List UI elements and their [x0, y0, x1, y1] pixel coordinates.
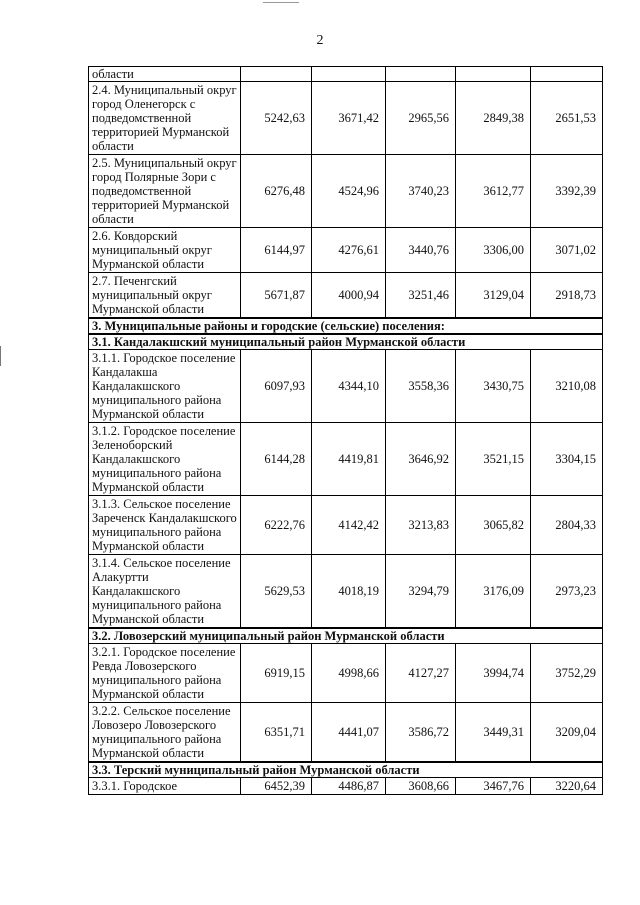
value-cell-2: 4441,07 [312, 703, 386, 763]
municipality-name-cell: 3.1.3. Сельское поселение Зареченск Кандалакшского муниципального района Мурманской области [89, 496, 241, 555]
section-heading: 3.1. Кандалакшский муниципальный район Мурманской области [89, 334, 603, 350]
value-cell-1: 6351,71 [241, 703, 312, 763]
table-row [89, 273, 603, 319]
value-cell-2: 4486,87 [312, 778, 386, 795]
table-row [89, 496, 603, 555]
table-row [89, 778, 603, 795]
section-heading-row [89, 628, 603, 644]
municipality-name-cell: 2.6. Ковдорский муниципальный округ Мурманской области [89, 228, 241, 273]
table-row [89, 644, 603, 703]
municipality-name-cell: 3.2.2. Сельское поселение Ловозеро Ловозерского муниципального района Мурманской области [89, 703, 241, 763]
value-cell-2: 4344,10 [312, 350, 386, 423]
value-cell-5 [531, 67, 603, 82]
value-cell-3: 2965,56 [386, 82, 456, 155]
value-cell-2: 3671,42 [312, 82, 386, 155]
table-row [89, 82, 603, 155]
municipality-name-cell: 3.2.1. Городское поселение Ревда Ловозерского муниципального района Мурманской области [89, 644, 241, 703]
value-cell-4: 3467,76 [456, 778, 531, 795]
value-cell-4: 3612,77 [456, 155, 531, 228]
top-edge-mark [263, 2, 299, 3]
value-cell-5: 2804,33 [531, 496, 603, 555]
value-cell-3: 3440,76 [386, 228, 456, 273]
section-heading: 3. Муниципальные районы и городские (сельские) поселения: [89, 318, 603, 334]
value-cell-1: 5242,63 [241, 82, 312, 155]
value-cell-4: 3521,15 [456, 423, 531, 496]
table-row [89, 555, 603, 629]
value-cell-2 [312, 67, 386, 82]
value-cell-4: 3449,31 [456, 703, 531, 763]
value-cell-3: 4127,27 [386, 644, 456, 703]
table-row [89, 155, 603, 228]
municipality-name-cell: 2.7. Печенгский муниципальный округ Мурманской области [89, 273, 241, 319]
value-cell-5: 3392,39 [531, 155, 603, 228]
value-cell-2: 4018,19 [312, 555, 386, 629]
value-cell-1: 6144,28 [241, 423, 312, 496]
tariff-table [88, 66, 603, 795]
municipality-name-cell: области [89, 67, 241, 82]
value-cell-4: 2849,38 [456, 82, 531, 155]
value-cell-5: 3210,08 [531, 350, 603, 423]
value-cell-5: 3220,64 [531, 778, 603, 795]
value-cell-1: 6276,48 [241, 155, 312, 228]
value-cell-2: 4524,96 [312, 155, 386, 228]
value-cell-2: 4000,94 [312, 273, 386, 319]
value-cell-4: 3994,74 [456, 644, 531, 703]
table-row [89, 228, 603, 273]
value-cell-2: 4419,81 [312, 423, 386, 496]
section-heading: 3.3. Терский муниципальный район Мурманской области [89, 762, 603, 778]
value-cell-2: 4998,66 [312, 644, 386, 703]
value-cell-3: 3740,23 [386, 155, 456, 228]
value-cell-5: 3752,29 [531, 644, 603, 703]
table-row [89, 423, 603, 496]
binding-mark [0, 346, 1, 366]
value-cell-3: 3213,83 [386, 496, 456, 555]
value-cell-1: 5629,53 [241, 555, 312, 629]
value-cell-5: 2918,73 [531, 273, 603, 319]
value-cell-1: 6919,15 [241, 644, 312, 703]
value-cell-4: 3306,00 [456, 228, 531, 273]
value-cell-1: 6222,76 [241, 496, 312, 555]
value-cell-2: 4276,61 [312, 228, 386, 273]
value-cell-5: 2651,53 [531, 82, 603, 155]
value-cell-2: 4142,42 [312, 496, 386, 555]
value-cell-1: 5671,87 [241, 273, 312, 319]
value-cell-1: 6144,97 [241, 228, 312, 273]
value-cell-3: 3294,79 [386, 555, 456, 629]
value-cell-3: 3586,72 [386, 703, 456, 763]
municipality-name-cell: 2.4. Муниципальный округ город Оленегорск с подведомственной территорией Мурманской области [89, 82, 241, 155]
value-cell-5: 3209,04 [531, 703, 603, 763]
value-cell-1: 6452,39 [241, 778, 312, 795]
value-cell-3: 3558,36 [386, 350, 456, 423]
value-cell-3: 3251,46 [386, 273, 456, 319]
value-cell-4: 3129,04 [456, 273, 531, 319]
section-heading-row [89, 762, 603, 778]
section-heading-row [89, 318, 603, 334]
table-row [89, 350, 603, 423]
value-cell-3: 3608,66 [386, 778, 456, 795]
value-cell-4: 3176,09 [456, 555, 531, 629]
value-cell-4 [456, 67, 531, 82]
value-cell-4: 3430,75 [456, 350, 531, 423]
value-cell-4: 3065,82 [456, 496, 531, 555]
section-heading-row [89, 334, 603, 350]
value-cell-5: 2973,23 [531, 555, 603, 629]
value-cell-1 [241, 67, 312, 82]
municipality-name-cell: 2.5. Муниципальный округ город Полярные Зори с подведомственной территорией Мурманской области [89, 155, 241, 228]
municipality-name-cell: 3.1.4. Сельское поселение Алакуртти Кандалакшского муниципального района Мурманской области [89, 555, 241, 629]
page-number: 2 [316, 33, 324, 48]
value-cell-3 [386, 67, 456, 82]
value-cell-3: 3646,92 [386, 423, 456, 496]
value-cell-5: 3071,02 [531, 228, 603, 273]
section-heading: 3.2. Ловозерский муниципальный район Мурманской области [89, 628, 603, 644]
table-row [89, 703, 603, 763]
municipality-name-cell: 3.3.1. Городское [89, 778, 241, 795]
municipality-name-cell: 3.1.2. Городское поселение Зеленоборский Кандалакшского муниципального района Мурманской области [89, 423, 241, 496]
value-cell-5: 3304,15 [531, 423, 603, 496]
value-cell-1: 6097,93 [241, 350, 312, 423]
table-row [89, 67, 603, 82]
tariff-table-body [89, 67, 603, 795]
municipality-name-cell: 3.1.1. Городское поселение Кандалакша Кандалакшского муниципального района Мурманской области [89, 350, 241, 423]
